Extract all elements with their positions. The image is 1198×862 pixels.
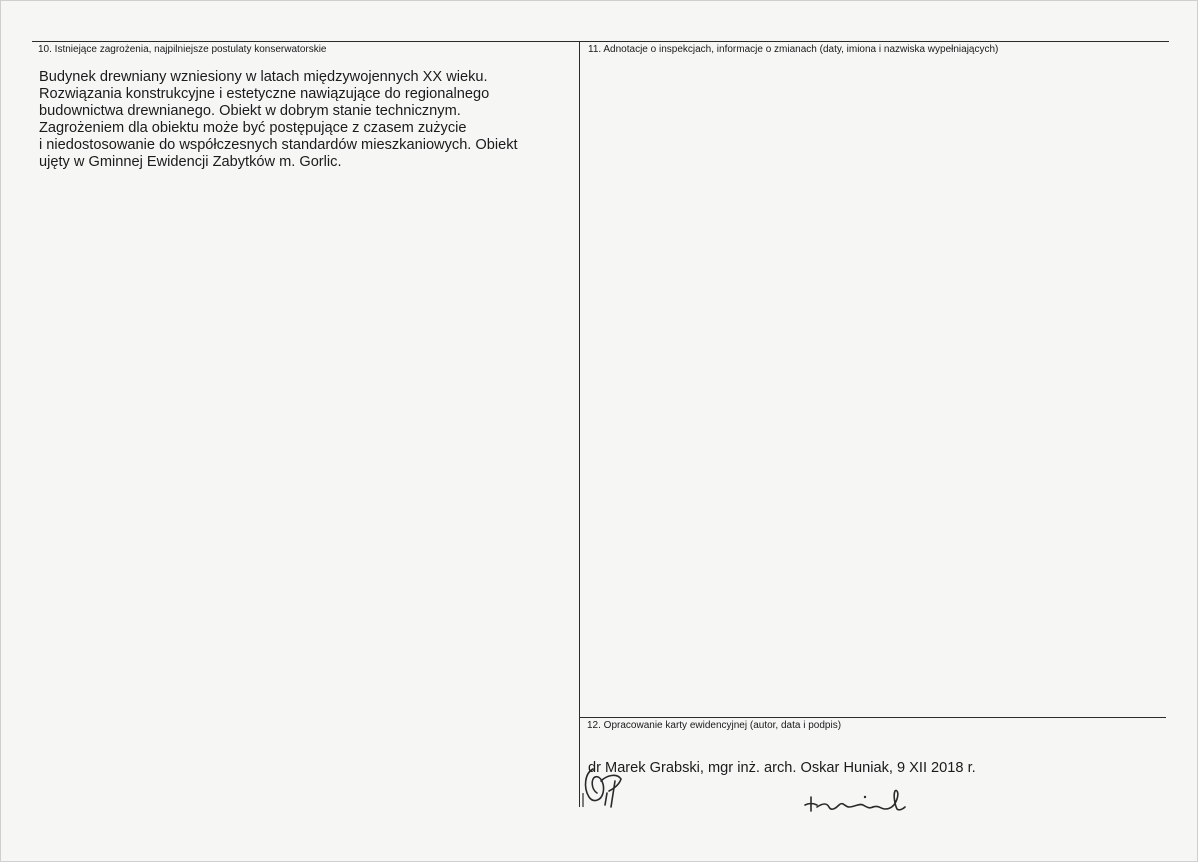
section-10-line: Rozwiązania konstrukcyjne i estetyczne nawiązujące do regionalnego bbox=[39, 86, 490, 102]
section-10-label: 10. Istniejące zagrożenia, najpilniejsze postulaty konserwatorskie bbox=[38, 44, 327, 55]
author-line: dr Marek Grabski, mgr inż. arch. Oskar Huniak, 9 XII 2018 r. bbox=[588, 760, 976, 776]
top-divider-line bbox=[32, 41, 1169, 42]
section-11-label: 11. Adnotacje o inspekcjach, informacje o zmianach (daty, imiona i nazwiska wypełniających) bbox=[588, 44, 999, 55]
section-10-line: Zagrożeniem dla obiektu może być postępujące z czasem zużycie bbox=[39, 120, 467, 136]
section-12-divider-line bbox=[579, 717, 1166, 718]
handwritten-signature-initials bbox=[579, 763, 629, 813]
section-10-body bbox=[39, 69, 575, 171]
handwritten-signature bbox=[799, 783, 909, 819]
section-10-line: ujęty w Gminnej Ewidencji Zabytków m. Gorlic. bbox=[39, 154, 342, 170]
section-10-line: i niedostosowanie do współczesnych standardów mieszkaniowych. Obiekt bbox=[39, 137, 518, 153]
section-12-label: 12. Opracowanie karty ewidencyjnej (autor, data i podpis) bbox=[587, 720, 842, 731]
column-divider-line bbox=[579, 41, 580, 807]
section-10-line: Budynek drewniany wzniesiony w latach międzywojennych XX wieku. bbox=[39, 69, 488, 85]
section-10-line: budownictwa drewnianego. Obiekt w dobrym stanie technicznym. bbox=[39, 103, 461, 119]
